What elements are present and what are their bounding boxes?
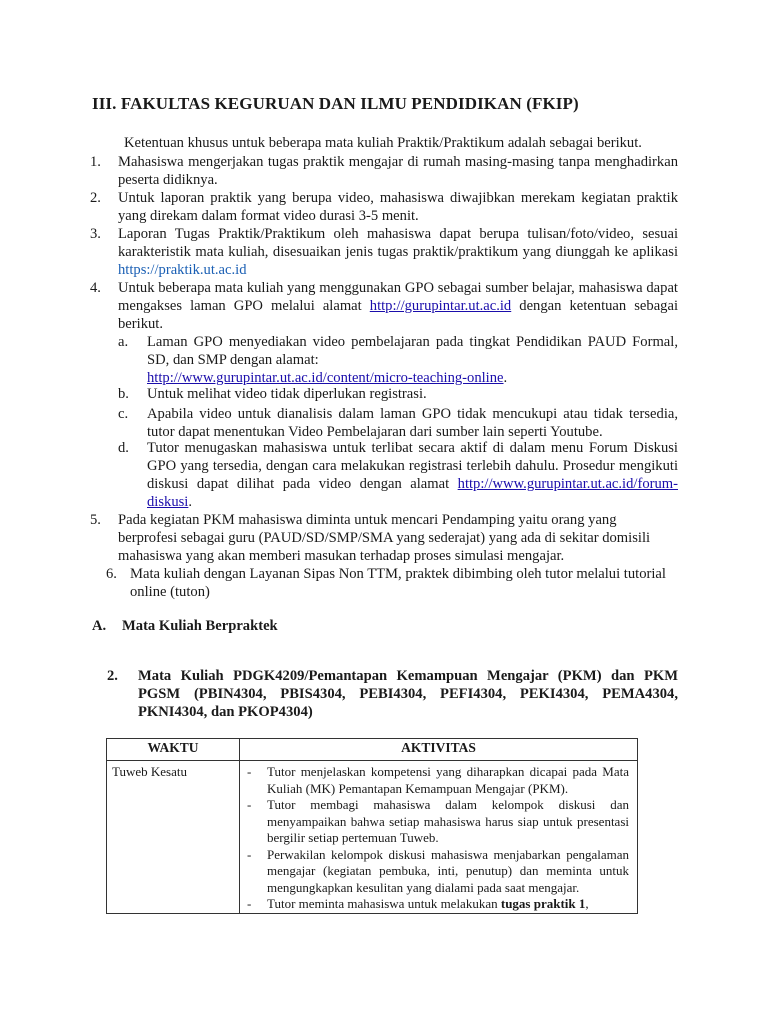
list-text: Untuk beberapa mata kuliah yang menggunakan GPO sebagai sumber belajar, mahasiswa dapat mengakses laman GPO melalui alamat xyxy=(118,280,678,314)
sub-text: Untuk melihat video tidak diperlukan registrasi. xyxy=(147,386,427,402)
gurupintar-link[interactable]: http://gurupintar.ut.ac.id xyxy=(369,298,512,314)
list-text: Laporan Tugas Praktik/Praktikum oleh mahasiswa dapat berupa tulisan/foto/video, sesuai karakteristik mata kuliah, disesuaikan jenis tugas praktik/praktikum yang diunggah ke aplikasi xyxy=(118,226,678,260)
activity-item xyxy=(245,764,629,797)
subsection-letter: A. xyxy=(92,618,107,634)
praktik-link[interactable]: https://praktik.ut.ac.id xyxy=(118,262,247,278)
list-number: 6. xyxy=(106,566,117,582)
subsection-title: Mata Kuliah Berpraktek xyxy=(122,618,278,634)
dash-bullet: - xyxy=(247,846,252,862)
schedule-table xyxy=(106,738,638,914)
list-number: 4. xyxy=(90,280,101,296)
activity-bold-text: tugas praktik 1 xyxy=(500,896,586,911)
list-text: dengan ketentuan sebagai berikut. xyxy=(118,298,678,332)
sub-text: Apabila video untuk dianalisis dalam laman GPO tidak mencukupi atau tidak tersedia, tutor dapat menentukan Video Pembelajaran dari sumber lain seperti Youtube. xyxy=(147,406,678,440)
sub-list-item xyxy=(118,385,678,403)
activity-item xyxy=(245,896,629,913)
list-item xyxy=(90,189,678,225)
activity-item xyxy=(245,797,629,847)
activity-text-end: , xyxy=(585,896,589,911)
activity-text: Perwakilan kelompok diskusi mahasiswa menjabarkan pengalaman mengajar (kegiatan pembuka, inti, penutup) dan meminta untuk mengungkapkan kesulitan yang dialami pada saat mengajar. xyxy=(267,846,629,895)
list-text: Mata kuliah dengan Layanan Sipas Non TTM, praktek dibimbing oleh tutor melalui tutorial online (tuton) xyxy=(130,566,666,600)
sub-list-item xyxy=(118,333,678,387)
sub-list-item xyxy=(118,439,678,511)
activity-text: Tutor membagi mahasiswa dalam kelompok diskusi dan menyampaikan bahwa setiap mahasiswa harus siap untuk presentasi bergilir setiap pertemuan Tuweb. xyxy=(267,797,629,845)
sub-letter: a. xyxy=(118,334,129,350)
aktivitas-cell xyxy=(240,761,638,914)
list-number: 3. xyxy=(90,226,101,242)
intro-paragraph: Ketentuan khusus untuk beberapa mata kuliah Praktik/Praktikum adalah sebagai berikut. xyxy=(124,135,642,151)
activity-text: Tutor meminta mahasiswa untuk melakukan xyxy=(267,896,501,911)
course-number: 2. xyxy=(107,668,118,684)
list-text: Untuk laporan praktik yang berupa video, mahasiswa diwajibkan merekam kegiatan praktik yang direkam dalam format video durasi 3-5 menit. xyxy=(118,190,678,224)
section-heading: III. FAKULTAS KEGURUAN DAN ILMU PENDIDIKAN (FKIP) xyxy=(92,94,579,113)
list-item xyxy=(90,225,678,279)
list-item xyxy=(90,153,678,189)
list-text: Pada kegiatan PKM mahasiswa diminta untuk mencari Pendamping yaitu orang yang berprofesi sebagai guru (PAUD/SD/SMP/SMA yang sederajat) yang ada di sekitar domisili mahasiswa yang akan memberi masukan terhadap proses simulasi mengajar. xyxy=(118,512,651,564)
sub-text-end: . xyxy=(188,494,193,510)
sub-text: Tutor menugaskan mahasiswa untuk terlibat secara aktif di dalam menu Forum Diskusi GPO yang tersedia, dengan cara melakukan registrasi terlebih dahulu. Prosedur mengikuti diskusi dapat dilihat pada video dengan alamat xyxy=(147,440,678,492)
sub-letter: b. xyxy=(118,386,129,402)
list-item xyxy=(90,279,678,333)
table-row xyxy=(107,761,638,914)
list-item xyxy=(90,511,678,565)
dash-bullet: - xyxy=(247,797,252,812)
sub-text: Laman GPO menyediakan video pembelajaran pada tingkat Pendidikan PAUD Formal, SD, dan SMP dengan alamat: xyxy=(147,334,678,368)
list-number: 1. xyxy=(90,154,101,170)
dash-bullet: - xyxy=(247,764,252,779)
course-heading xyxy=(107,667,678,721)
forum-diskusi-link[interactable]: http://www.gurupintar.ut.ac.id/forum-diskusi xyxy=(147,476,678,510)
dash-bullet: - xyxy=(247,896,252,911)
course-title: Mata Kuliah PDGK4209/Pemantapan Kemampuan Mengajar (PKM) dan PKM PGSM (PBIN4304, PBIS4304, PEBI4304, PEFI4304, PEKI4304, PEMA4304, PKNI4304, dan PKOP4304) xyxy=(138,668,678,720)
activity-item xyxy=(245,847,629,897)
list-item xyxy=(106,565,678,601)
list-number: 5. xyxy=(90,512,101,528)
activity-text: Tutor menjelaskan kompetensi yang diharapkan dicapai pada Mata Kuliah (MK) Pemantapan Kemampuan Mengajar (PKM). xyxy=(267,764,629,796)
list-text: Mahasiswa mengerjakan tugas praktik mengajar di rumah masing-masing tanpa menghadirkan peserta didiknya. xyxy=(118,154,678,188)
waktu-cell: Tuweb Kesatu xyxy=(107,761,240,914)
subsection-heading xyxy=(92,618,278,635)
micro-teaching-link[interactable]: http://www.gurupintar.ut.ac.id/content/micro-teaching-online xyxy=(147,370,504,386)
sub-letter: c. xyxy=(118,406,129,422)
sub-letter: d. xyxy=(118,440,129,456)
column-header-aktivitas: AKTIVITAS xyxy=(240,739,638,761)
sub-list-item xyxy=(118,405,678,441)
list-number: 2. xyxy=(90,190,101,206)
table-header-row xyxy=(107,739,638,761)
column-header-waktu: WAKTU xyxy=(107,739,240,761)
sub-text-end: . xyxy=(503,370,508,386)
